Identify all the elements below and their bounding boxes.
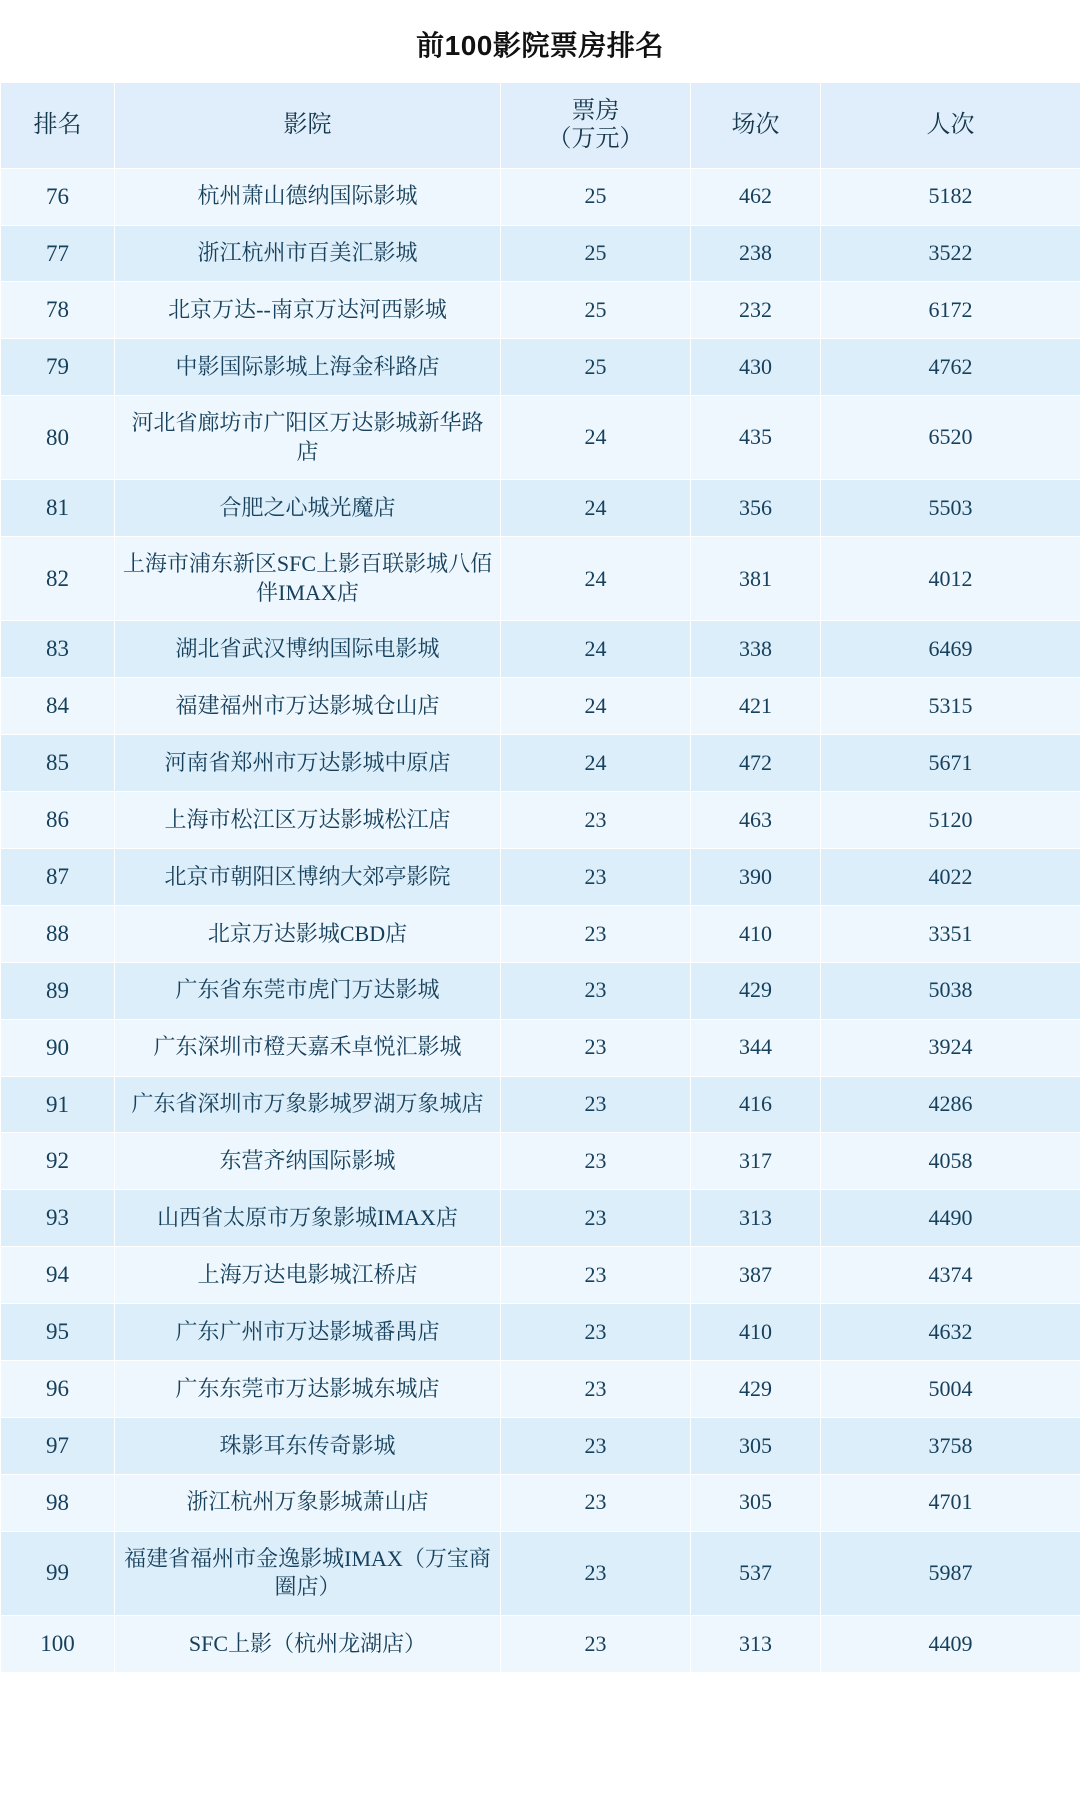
cell-rank: 90 (1, 1019, 115, 1076)
page-title: 前100影院票房排名 (416, 30, 664, 61)
cell-shows: 317 (691, 1133, 821, 1190)
table-row (1, 1304, 1080, 1361)
table-row (1, 168, 1080, 225)
cell-boxoffice: 25 (501, 168, 691, 225)
column-header-admissions: 人次 (821, 83, 1080, 169)
cell-boxoffice: 23 (501, 1190, 691, 1247)
cell-rank: 93 (1, 1190, 115, 1247)
cell-shows: 387 (691, 1247, 821, 1304)
cell-admissions: 4022 (821, 849, 1080, 906)
cell-boxoffice: 23 (501, 849, 691, 906)
cell-rank: 100 (1, 1615, 115, 1672)
cell-rank: 79 (1, 339, 115, 396)
cell-rank: 88 (1, 905, 115, 962)
cell-boxoffice: 25 (501, 339, 691, 396)
cell-shows: 435 (691, 396, 821, 480)
cell-admissions: 5987 (821, 1531, 1080, 1615)
cell-rank: 96 (1, 1361, 115, 1418)
cell-shows: 390 (691, 849, 821, 906)
column-header-boxoffice-line2: （万元） (547, 126, 644, 153)
table-row (1, 225, 1080, 282)
cell-boxoffice: 24 (501, 735, 691, 792)
cell-shows: 305 (691, 1417, 821, 1474)
table-row (1, 1190, 1080, 1247)
cell-boxoffice: 23 (501, 1304, 691, 1361)
cell-boxoffice: 24 (501, 396, 691, 480)
cell-rank: 86 (1, 792, 115, 849)
cell-boxoffice: 24 (501, 480, 691, 537)
cell-cinema: 北京万达--南京万达河西影城 (115, 282, 501, 339)
table-row (1, 792, 1080, 849)
table-row (1, 1361, 1080, 1418)
cell-admissions: 4012 (821, 537, 1080, 621)
cell-rank: 99 (1, 1531, 115, 1615)
cell-rank: 97 (1, 1417, 115, 1474)
table-row (1, 735, 1080, 792)
table-header-row (1, 83, 1080, 169)
table-row (1, 1615, 1080, 1672)
cell-cinema: 上海市浦东新区SFC上影百联影城八佰伴IMAX店 (115, 537, 501, 621)
table-row (1, 1474, 1080, 1531)
table-row (1, 537, 1080, 621)
cell-admissions: 3522 (821, 225, 1080, 282)
cell-rank: 92 (1, 1133, 115, 1190)
table-header (1, 83, 1080, 169)
cell-cinema: 湖北省武汉博纳国际电影城 (115, 621, 501, 678)
cell-boxoffice: 23 (501, 1133, 691, 1190)
cell-cinema: 广东省东莞市虎门万达影城 (115, 962, 501, 1019)
table-row (1, 621, 1080, 678)
cell-rank: 89 (1, 962, 115, 1019)
cell-rank: 81 (1, 480, 115, 537)
cell-admissions: 4409 (821, 1615, 1080, 1672)
cell-cinema: 福建省福州市金逸影城IMAX（万宝商圈店） (115, 1531, 501, 1615)
cell-cinema: 东营齐纳国际影城 (115, 1133, 501, 1190)
table-row (1, 339, 1080, 396)
column-header-boxoffice (501, 83, 691, 169)
cell-shows: 238 (691, 225, 821, 282)
cell-cinema: 广东东莞市万达影城东城店 (115, 1361, 501, 1418)
cell-rank: 91 (1, 1076, 115, 1133)
cell-shows: 381 (691, 537, 821, 621)
cell-cinema: 北京万达影城CBD店 (115, 905, 501, 962)
cell-rank: 78 (1, 282, 115, 339)
cell-admissions: 6172 (821, 282, 1080, 339)
cell-cinema: 珠影耳东传奇影城 (115, 1417, 501, 1474)
cell-cinema: 河南省郑州市万达影城中原店 (115, 735, 501, 792)
cell-rank: 84 (1, 678, 115, 735)
table-row (1, 905, 1080, 962)
cell-admissions: 6469 (821, 621, 1080, 678)
cell-shows: 472 (691, 735, 821, 792)
cell-rank: 87 (1, 849, 115, 906)
cell-boxoffice: 23 (501, 905, 691, 962)
cell-boxoffice: 23 (501, 1076, 691, 1133)
cell-admissions: 4286 (821, 1076, 1080, 1133)
cell-cinema: 广东广州市万达影城番禺店 (115, 1304, 501, 1361)
cinema-boxoffice-table (0, 82, 1080, 1673)
column-header-cinema: 影院 (115, 83, 501, 169)
table-row (1, 849, 1080, 906)
cell-boxoffice: 24 (501, 537, 691, 621)
cell-shows: 416 (691, 1076, 821, 1133)
cell-boxoffice: 23 (501, 1474, 691, 1531)
cell-shows: 232 (691, 282, 821, 339)
table-row (1, 396, 1080, 480)
cell-admissions: 3758 (821, 1417, 1080, 1474)
cell-cinema: 广东深圳市橙天嘉禾卓悦汇影城 (115, 1019, 501, 1076)
cell-admissions: 4701 (821, 1474, 1080, 1531)
cell-admissions: 4058 (821, 1133, 1080, 1190)
cell-admissions: 4762 (821, 339, 1080, 396)
cell-admissions: 4632 (821, 1304, 1080, 1361)
table-row (1, 1417, 1080, 1474)
cell-boxoffice: 23 (501, 1361, 691, 1418)
table-row (1, 480, 1080, 537)
cell-shows: 421 (691, 678, 821, 735)
cell-boxoffice: 24 (501, 621, 691, 678)
cell-rank: 85 (1, 735, 115, 792)
table-row (1, 1247, 1080, 1304)
cell-rank: 95 (1, 1304, 115, 1361)
cell-shows: 537 (691, 1531, 821, 1615)
cell-boxoffice: 23 (501, 962, 691, 1019)
cell-shows: 430 (691, 339, 821, 396)
cell-cinema: SFC上影（杭州龙湖店） (115, 1615, 501, 1672)
cell-admissions: 3924 (821, 1019, 1080, 1076)
cell-boxoffice: 24 (501, 678, 691, 735)
cell-boxoffice: 23 (501, 792, 691, 849)
table-row (1, 1133, 1080, 1190)
cell-boxoffice: 23 (501, 1019, 691, 1076)
cell-admissions: 5120 (821, 792, 1080, 849)
cell-boxoffice: 23 (501, 1615, 691, 1672)
cell-rank: 83 (1, 621, 115, 678)
cell-admissions: 5503 (821, 480, 1080, 537)
cell-shows: 338 (691, 621, 821, 678)
cell-shows: 313 (691, 1190, 821, 1247)
column-header-shows: 场次 (691, 83, 821, 169)
cell-boxoffice: 23 (501, 1417, 691, 1474)
cell-rank: 76 (1, 168, 115, 225)
cell-cinema: 广东省深圳市万象影城罗湖万象城店 (115, 1076, 501, 1133)
cell-rank: 80 (1, 396, 115, 480)
cell-rank: 98 (1, 1474, 115, 1531)
cell-shows: 410 (691, 905, 821, 962)
cell-cinema: 山西省太原市万象影城IMAX店 (115, 1190, 501, 1247)
table-row (1, 1076, 1080, 1133)
cell-shows: 429 (691, 962, 821, 1019)
cell-cinema: 合肥之心城光魔店 (115, 480, 501, 537)
cell-cinema: 福建福州市万达影城仓山店 (115, 678, 501, 735)
cell-boxoffice: 25 (501, 282, 691, 339)
cell-cinema: 浙江杭州万象影城萧山店 (115, 1474, 501, 1531)
cell-admissions: 5182 (821, 168, 1080, 225)
cell-shows: 356 (691, 480, 821, 537)
cell-cinema: 杭州萧山德纳国际影城 (115, 168, 501, 225)
cell-cinema: 上海市松江区万达影城松江店 (115, 792, 501, 849)
cell-cinema: 北京市朝阳区博纳大郊亭影院 (115, 849, 501, 906)
cell-shows: 344 (691, 1019, 821, 1076)
cell-cinema: 上海万达电影城江桥店 (115, 1247, 501, 1304)
cell-admissions: 5038 (821, 962, 1080, 1019)
cell-shows: 429 (691, 1361, 821, 1418)
cell-shows: 463 (691, 792, 821, 849)
cell-shows: 462 (691, 168, 821, 225)
table-body (1, 168, 1080, 1672)
cell-shows: 313 (691, 1615, 821, 1672)
table-row (1, 1531, 1080, 1615)
cell-shows: 305 (691, 1474, 821, 1531)
cell-admissions: 5671 (821, 735, 1080, 792)
cell-rank: 82 (1, 537, 115, 621)
cell-boxoffice: 23 (501, 1531, 691, 1615)
cell-admissions: 5315 (821, 678, 1080, 735)
cell-admissions: 3351 (821, 905, 1080, 962)
cell-cinema: 河北省廊坊市广阳区万达影城新华路店 (115, 396, 501, 480)
cell-cinema: 浙江杭州市百美汇影城 (115, 225, 501, 282)
table-row (1, 1019, 1080, 1076)
cell-boxoffice: 25 (501, 225, 691, 282)
cell-rank: 94 (1, 1247, 115, 1304)
column-header-rank: 排名 (1, 83, 115, 169)
table-row (1, 678, 1080, 735)
cell-shows: 410 (691, 1304, 821, 1361)
cell-admissions: 4490 (821, 1190, 1080, 1247)
cell-admissions: 4374 (821, 1247, 1080, 1304)
column-header-boxoffice-line1: 票房 (571, 98, 620, 124)
table-row (1, 962, 1080, 1019)
cell-cinema: 中影国际影城上海金科路店 (115, 339, 501, 396)
cell-admissions: 6520 (821, 396, 1080, 480)
cell-boxoffice: 23 (501, 1247, 691, 1304)
cell-rank: 77 (1, 225, 115, 282)
cell-admissions: 5004 (821, 1361, 1080, 1418)
table-row (1, 282, 1080, 339)
